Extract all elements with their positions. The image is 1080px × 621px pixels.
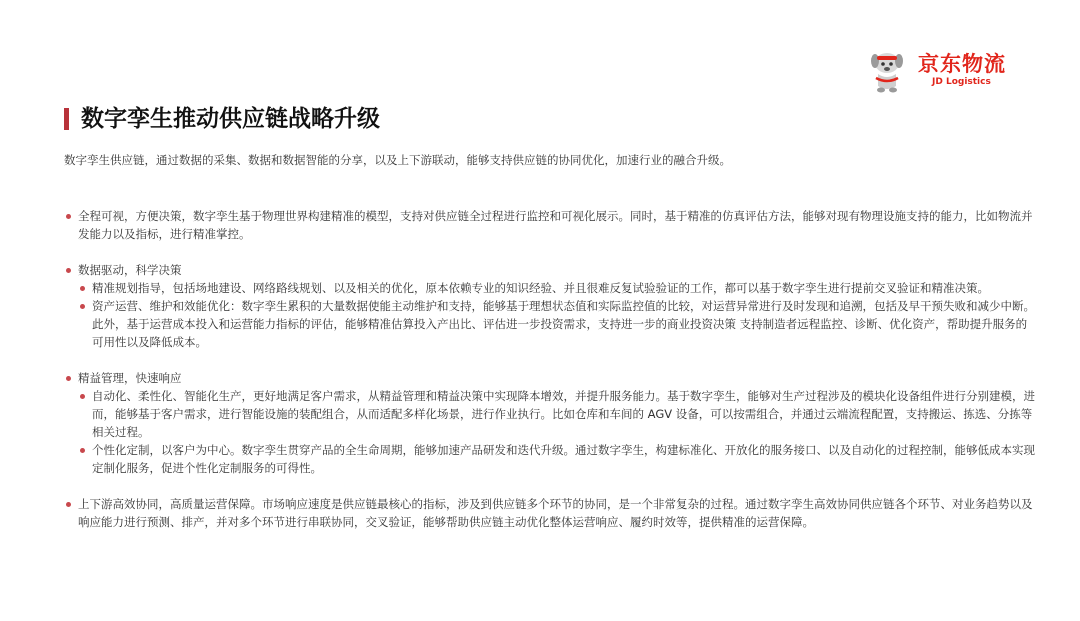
section-full-visibility <box>66 207 1036 243</box>
bullet-row <box>66 261 1036 279</box>
sub-bullet-row <box>80 297 1036 351</box>
bullet-dot-icon <box>80 286 85 291</box>
bullet-dot-icon <box>66 502 71 507</box>
jd-dog-mascot-icon <box>866 50 908 94</box>
title-accent-bar <box>64 108 69 130</box>
section-data-driven <box>66 261 1036 351</box>
bullet-text: 数据驱动，科学决策 <box>78 263 182 277</box>
logo-english-text: JD Logistics <box>932 77 991 87</box>
sub-bullet-text: 资产运营、维护和效能优化：数字孪生累积的大量数据使能主动维护和支持，能够基于理想状态值和实际监控值的比较，对运营异常进行及时发现和追溯，包括及早干预失败和减少中断。此外，基于运营成本投入和运营能力指标的评估，能够精准估算投入产出比、评估进一步投资需求，支持进一步的商业投资决策 支持制造者远程监控、诊断、优化资产，帮助提升服务的可用性以及降低成本。 <box>92 299 1035 349</box>
page-title: 数字孪生推动供应链战略升级 <box>81 106 380 132</box>
bullet-dot-icon <box>80 448 85 453</box>
content-body <box>66 207 1036 549</box>
sub-bullet-row <box>80 279 1036 297</box>
bullet-dot-icon <box>80 394 85 399</box>
bullet-dot-icon <box>66 214 71 219</box>
sub-bullet-text: 个性化定制，以客户为中心。数字孪生贯穿产品的全生命周期，能够加速产品研发和迭代升级。通过数字孪生，构建标准化、开放化的服务接口、以及自动化的过程控制，能够低成本实现定制化服务，促进个性化定制服务的可得性。 <box>92 443 1035 475</box>
sub-bullet-row <box>80 387 1036 441</box>
bullet-dot-icon <box>66 376 71 381</box>
section-lean-management <box>66 369 1036 477</box>
intro-paragraph: 数字孪生供应链，通过数据的采集、数据和数据智能的分享，以及上下游联动，能够支持供应链的协同优化，加速行业的融合升级。 <box>64 153 731 167</box>
logo-chinese-text: 京东物流 <box>918 52 1006 76</box>
jd-logistics-logo <box>866 50 1026 94</box>
sub-bullet-text: 精准规划指导，包括场地建设、网络路线规划、以及相关的优化，原本依赖专业的知识经验、并且很难反复试验验证的工作，都可以基于数字孪生进行提前交叉验证和精准决策。 <box>92 281 989 295</box>
bullet-row <box>66 369 1036 387</box>
bullet-text: 精益管理，快速响应 <box>78 371 182 385</box>
sub-bullet-text: 自动化、柔性化、智能化生产，更好地满足客户需求，从精益管理和精益决策中实现降本增效，并提升服务能力。基于数字孪生，能够对生产过程涉及的模块化设备组件进行分别建模，进而，能够基于客户需求，进行智能设施的装配组合，从而适配多样化场景，进行作业执行。比如仓库和车间的 AGV 设备，可以按需组合，并通过云端流程配置，支持搬运、拣选、分拣等相关过程。 <box>92 389 1035 439</box>
sub-bullet-row <box>80 441 1036 477</box>
bullet-dot-icon <box>66 268 71 273</box>
bullet-row <box>66 207 1036 243</box>
section-upstream-downstream <box>66 495 1036 531</box>
bullet-text: 上下游高效协同，高质量运营保障。市场响应速度是供应链最核心的指标，涉及到供应链多个环节的协同，是一个非常复杂的过程。通过数字孪生高效协同供应链各个环节、对业务趋势以及响应能力进行预测、排产，并对多个环节进行串联协同，交叉验证，能够帮助供应链主动优化整体运营响应、履约时效等，提供精准的运营保障。 <box>78 497 1033 529</box>
bullet-dot-icon <box>80 304 85 309</box>
bullet-row <box>66 495 1036 531</box>
bullet-text: 全程可视，方便决策，数字孪生基于物理世界构建精准的模型，支持对供应链全过程进行监控和可视化展示。同时，基于精准的仿真评估方法，能够对现有物理设施支持的能力，比如物流并发能力以及指标，进行精准掌控。 <box>78 209 1033 241</box>
